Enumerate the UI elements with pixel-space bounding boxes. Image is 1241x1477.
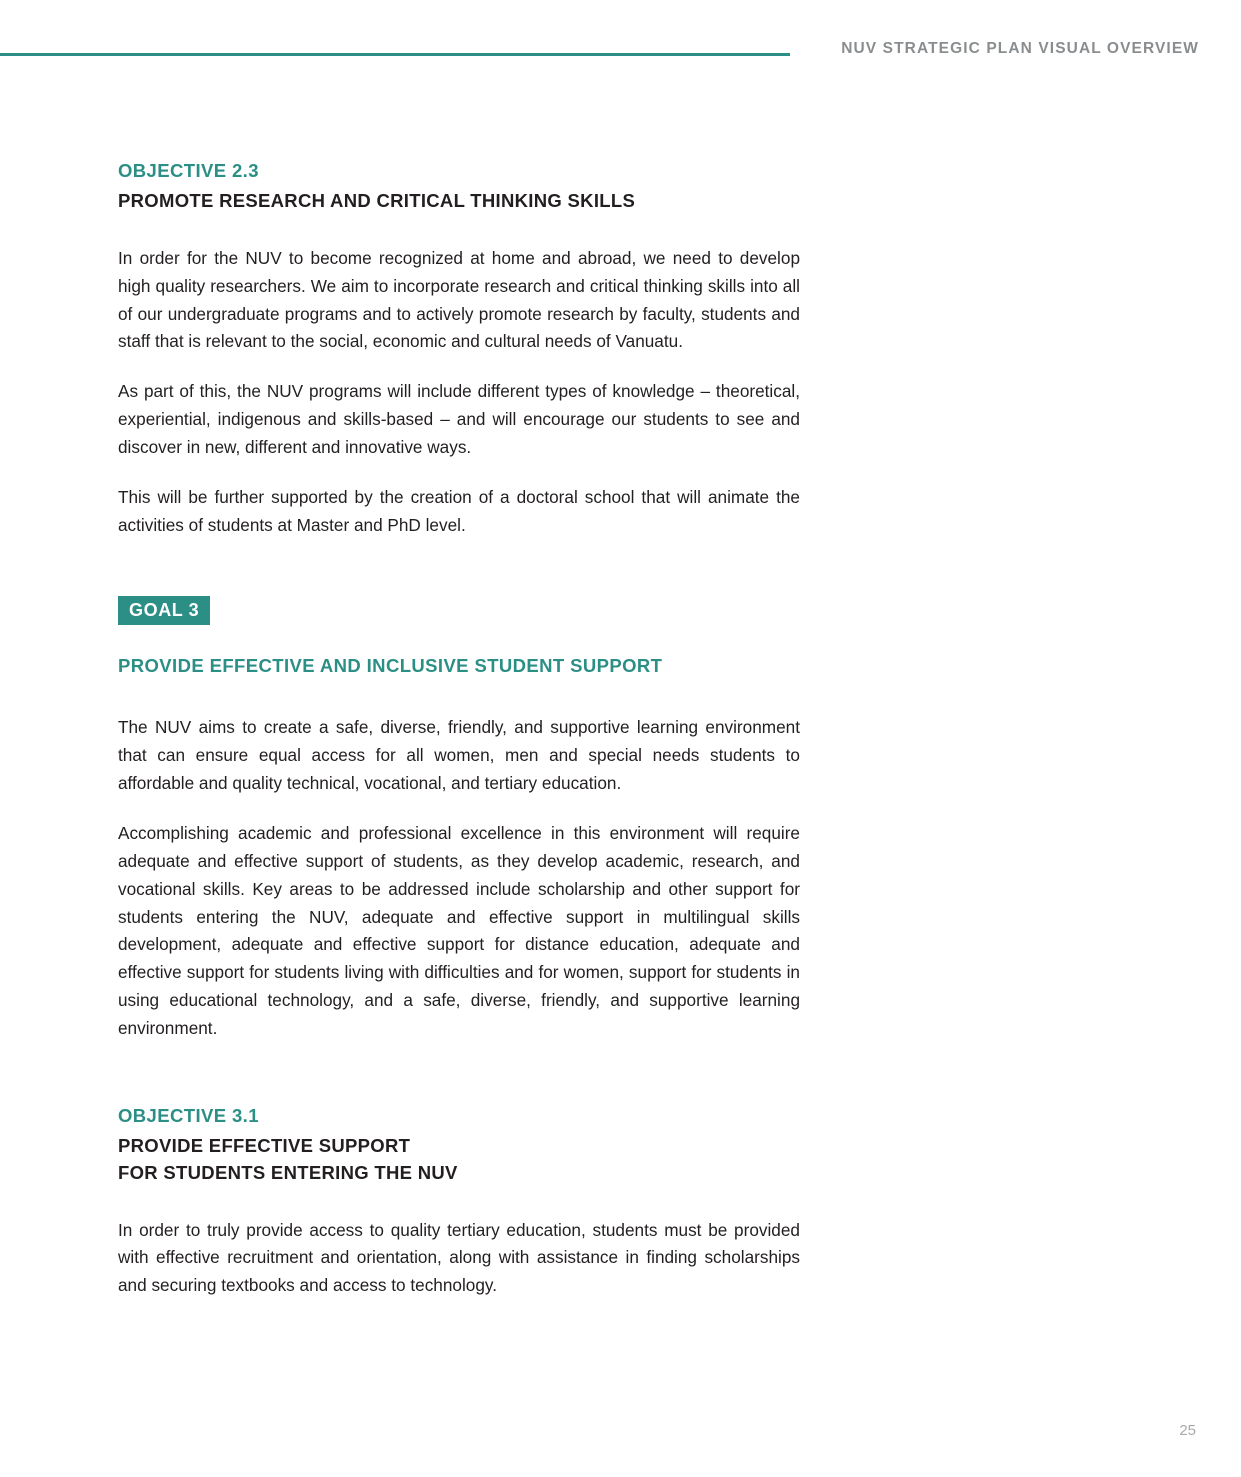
paragraph: Accomplishing academic and professional excellence in this environment will require adequate and effective support of students, as they develop academic, research, and vocational skills. Key areas to be addressed include scholarship and other support for students entering the NUV, adequate and effective support in multilingual skills development, adequate and effective support for distance education, adequate and effective support for students living with difficulties and for women, support for students in using educational technology, and a safe, diverse, friendly, and supportive learning environment. xyxy=(118,823,800,1039)
goal-3-badge-wrap xyxy=(118,596,800,625)
paragraph: As part of this, the NUV programs will include different types of knowledge – theoretical, experiential, indigenous and skills-based – and will encourage our students to see and discover in new, different and innovative ways. xyxy=(118,381,800,457)
objective-3-1-title-line2: FOR STUDENTS ENTERING THE NUV xyxy=(118,1161,458,1183)
paragraph: The NUV aims to create a safe, diverse, friendly, and supportive learning environment that can ensure equal access for all women, men and special needs students to affordable and quality technical, vocational, and tertiary education. xyxy=(118,717,800,794)
goal-3-title: PROVIDE EFFECTIVE AND INCLUSIVE STUDENT SUPPORT xyxy=(118,654,663,676)
page-content xyxy=(118,160,800,1300)
goal-3-section xyxy=(118,596,800,1043)
objective-3-1-label: OBJECTIVE 3.1 xyxy=(118,1104,259,1126)
paragraph: In order to truly provide access to quality tertiary education, students must be provided with effective recruitment and orientation, along with assistance in finding scholarships and securing textbooks and access to technology. xyxy=(118,1219,800,1296)
objective-2-3-body xyxy=(118,245,800,540)
goal-3-body xyxy=(118,714,800,1042)
page-number: 25 xyxy=(1179,1422,1196,1439)
header-rule xyxy=(0,53,790,56)
goal-3-badge: GOAL 3 xyxy=(118,596,210,625)
objective-2-3-title: PROMOTE RESEARCH AND CRITICAL THINKING SKILLS xyxy=(118,190,636,211)
objective-3-1-section xyxy=(118,1105,800,1300)
objective-2-3-section xyxy=(118,160,800,540)
paragraph: This will be further supported by the creation of a doctoral school that will animate the activities of students at Master and PhD level. xyxy=(118,486,800,535)
objective-3-1-title-line1: PROVIDE EFFECTIVE SUPPORT xyxy=(118,1134,411,1156)
objective-2-3-label: OBJECTIVE 2.3 xyxy=(118,160,259,181)
paragraph: In order for the NUV to become recognized at home and abroad, we need to develop high quality researchers. We aim to incorporate research and critical thinking skills into all of our undergraduate programs and to actively promote research by faculty, students and staff that is relevant to the social, economic and cultural needs of Vanuatu. xyxy=(118,247,800,352)
header-title: NUV STRATEGIC PLAN VISUAL OVERVIEW xyxy=(841,40,1199,57)
objective-3-1-body xyxy=(118,1217,800,1301)
page-header xyxy=(0,40,1241,80)
